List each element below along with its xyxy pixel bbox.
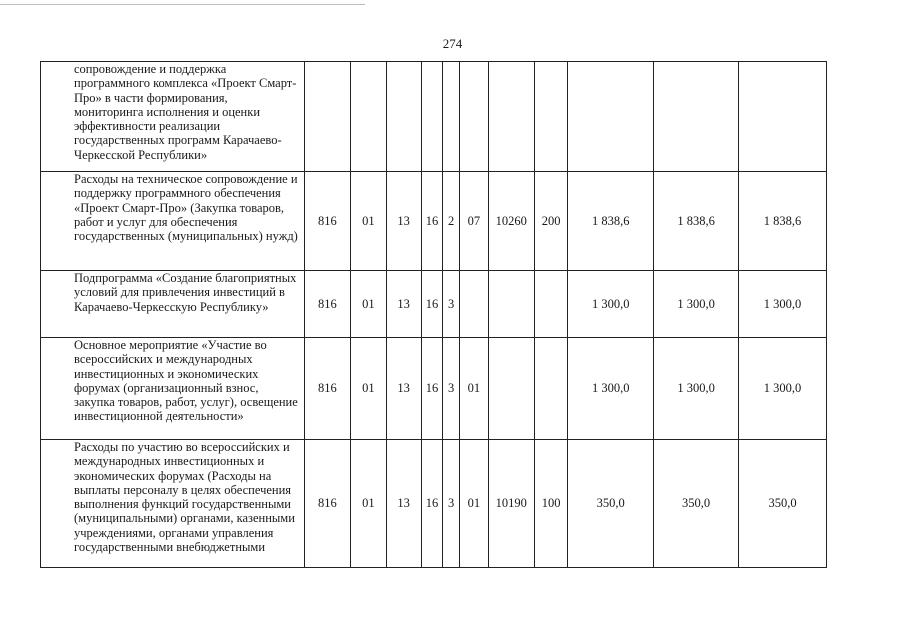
row-name: Расходы на техническое сопровождение и поддержку программного обеспечения «Проект Смарт-Про» (Закупка товаров, работ и услуг для обеспечения государственных (муниципальных) нужд) [41,172,305,271]
cell-subprogram: 3 [443,338,460,440]
cell-main-event: 01 [460,338,488,440]
cell-section: 01 [351,338,386,440]
cell-subsection: 13 [386,440,421,568]
cell-direction: 10190 [488,440,534,568]
cell-sum-2: 1 300,0 [654,338,739,440]
cell-main-event: 07 [460,172,488,271]
cell-admin: 816 [304,440,350,568]
cell-sum-1: 1 838,6 [568,172,654,271]
row-name: Основное мероприятие «Участие во всероссийских и международных инвестиционных и экономических форумах (организационный взнос, закупка товаров, работ, услуг), освещение инвестиционной деятельности» [41,338,305,440]
cell-expense-type: 200 [534,172,567,271]
table-row [41,62,827,172]
cell-section: 01 [351,271,386,338]
cell-admin: 816 [304,271,350,338]
cell-section: 01 [351,440,386,568]
cell-admin [304,62,350,172]
cell-subsection: 13 [386,338,421,440]
cell-admin: 816 [304,338,350,440]
cell-subsection [386,62,421,172]
cell-subprogram: 3 [443,440,460,568]
cell-direction [488,338,534,440]
cell-direction [488,62,534,172]
cell-subprogram: 3 [443,271,460,338]
cell-main-event [460,62,488,172]
cell-sum-1: 350,0 [568,440,654,568]
scan-edge-line [0,4,365,5]
cell-expense-type [534,62,567,172]
cell-sum-3: 1 838,6 [739,172,827,271]
cell-sum-3: 1 300,0 [739,338,827,440]
cell-sum-1: 1 300,0 [568,271,654,338]
cell-program: 16 [421,172,442,271]
cell-expense-type [534,338,567,440]
cell-main-event [460,271,488,338]
budget-table [40,61,827,568]
cell-sum-1: 1 300,0 [568,338,654,440]
cell-subprogram: 2 [443,172,460,271]
cell-expense-type: 100 [534,440,567,568]
cell-sum-3: 350,0 [739,440,827,568]
cell-sum-1 [568,62,654,172]
cell-direction [488,271,534,338]
cell-sum-2: 1 838,6 [654,172,739,271]
cell-sum-2 [654,62,739,172]
table-row [41,440,827,568]
cell-program [421,62,442,172]
table-row [41,271,827,338]
table-row [41,338,827,440]
cell-subsection: 13 [386,172,421,271]
cell-sum-3: 1 300,0 [739,271,827,338]
cell-main-event: 01 [460,440,488,568]
cell-program: 16 [421,440,442,568]
table-row [41,172,827,271]
row-name: сопровождение и поддержка программного комплекса «Проект Смарт-Про» в части формирования, мониторинга исполнения и оценки эффективности реализации государственных программ Карачаево-Черкесской Республики» [41,62,305,172]
cell-admin: 816 [304,172,350,271]
cell-subsection: 13 [386,271,421,338]
cell-sum-2: 1 300,0 [654,271,739,338]
cell-sum-2: 350,0 [654,440,739,568]
page-number: 274 [442,36,463,51]
cell-program: 16 [421,271,442,338]
cell-expense-type [534,271,567,338]
cell-section: 01 [351,172,386,271]
cell-sum-3 [739,62,827,172]
cell-section [351,62,386,172]
cell-direction: 10260 [488,172,534,271]
cell-subprogram [443,62,460,172]
cell-program: 16 [421,338,442,440]
row-name: Подпрограмма «Создание благоприятных условий для привлечения инвестиций в Карачаево-Черкесскую Республику» [41,271,305,338]
row-name: Расходы по участию во всероссийских и международных инвестиционных и экономических форумах (Расходы на выплаты персоналу в целях обеспечения выполнения функций государственными (муниципальными) органами, казенными учреждениями, органами управления государственными внебюджетными [41,440,305,568]
